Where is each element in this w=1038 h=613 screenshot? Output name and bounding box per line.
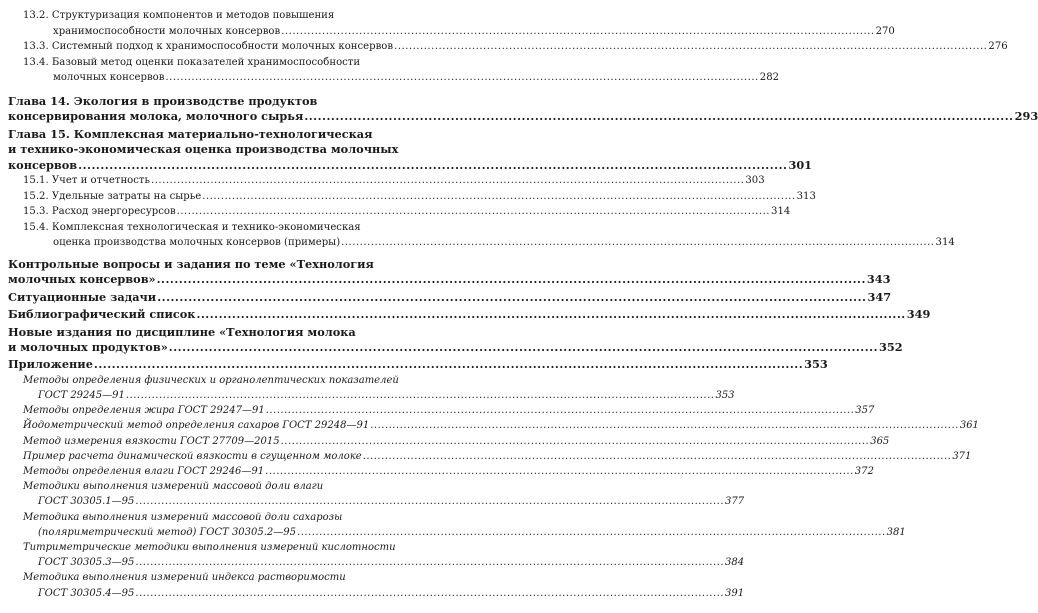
leader-dots (202, 189, 795, 205)
toc-section-entry[interactable] (8, 39, 1008, 55)
entry-title-line: Пример расчета динамической вязкости в сгущенном молоке (23, 450, 362, 462)
leader-dots (281, 24, 874, 40)
entry-title-line: Новые издания по дисциплине «Технология молока (8, 324, 356, 339)
entry-title-line: Приложение (8, 357, 93, 372)
leader-dots (135, 555, 724, 570)
entry-title-line: 15.3. Расход энергоресурсов (23, 206, 176, 218)
table-of-contents (8, 8, 1038, 601)
page-number: 357 (855, 405, 875, 417)
entry-title-line: Методика выполнения измерений массовой доли сахарозы (23, 511, 343, 523)
toc-chapter-entry[interactable] (8, 307, 931, 322)
entry-title-line: ГОСТ 30305.3—95 (38, 557, 135, 569)
entry-title-line: и молочных продуктов» (8, 340, 168, 354)
page-number: 301 (788, 157, 813, 172)
page-number: 377 (725, 496, 745, 508)
entry-title-line: Глава 14. Экология в производстве продуктов (8, 93, 318, 108)
page-number: 391 (725, 587, 745, 599)
page-number: 349 (906, 307, 931, 322)
page-number: 381 (886, 526, 906, 538)
toc-chapter-entry[interactable] (8, 93, 1038, 125)
page-number: 270 (875, 25, 895, 37)
page-number: 353 (804, 357, 828, 372)
entry-title-line: 13.3. Системный подход к хранимоспособности молочных консервов (23, 41, 394, 53)
entry-title-line: ГОСТ 30305.4—95 (38, 587, 135, 599)
page-number: 372 (854, 466, 874, 478)
entry-title-line: ГОСТ 30305.1—95 (38, 496, 135, 508)
page-number: 343 (866, 272, 891, 287)
entry-title-line: Методы определения физических и органолептических показателей (23, 374, 399, 386)
leader-dots (297, 525, 886, 540)
page-number: 365 (870, 435, 890, 447)
entry-title-line: Методы определения влаги ГОСТ 29246—91 (23, 466, 265, 478)
page-number: 353 (715, 390, 735, 402)
toc-chapter-entry[interactable] (8, 126, 813, 173)
entry-title-line: консервирования молока, молочного сырья (8, 109, 304, 124)
page-number: 361 (959, 420, 979, 432)
entry-title-line: Библиографический список (8, 307, 196, 322)
toc-appendix-entry[interactable] (8, 510, 906, 540)
leader-dots (135, 586, 724, 601)
entry-title-line: Метод измерения вязкости ГОСТ 27709—2015 (23, 435, 280, 447)
toc-appendix-entry[interactable] (8, 540, 745, 570)
entry-title-line: молочных консервов» (8, 272, 156, 287)
leader-dots (165, 70, 758, 86)
leader-dots (169, 340, 878, 355)
entry-title-line: Методика выполнения измерений индекса растворимости (23, 572, 346, 584)
page-number: 314 (771, 206, 791, 218)
leader-dots (157, 290, 866, 305)
page-number: 282 (759, 72, 780, 84)
page-number: 303 (745, 175, 765, 186)
leader-dots (135, 494, 724, 509)
toc-chapter-entry[interactable] (8, 289, 892, 305)
leader-dots (126, 388, 715, 403)
entry-title-line: и технико-экономическая оценка производства молочных (8, 142, 399, 157)
entry-title-line: Методы определения жира ГОСТ 29247—91 (23, 405, 265, 417)
toc-section-entry[interactable] (8, 189, 816, 205)
leader-dots (304, 109, 1013, 124)
entry-title-line: (поляриметрический метод) ГОСТ 30305.2—95 (38, 526, 297, 538)
toc-appendix-entry[interactable] (8, 418, 979, 433)
leader-dots (151, 173, 744, 189)
entry-title-line: Ситуационные задачи (8, 289, 157, 304)
toc-appendix-entry[interactable] (8, 479, 745, 509)
leader-dots (157, 272, 866, 287)
entry-title-line: 13.2. Структуризация компонентов и методов повышения (23, 10, 335, 21)
toc-chapter-entry[interactable] (8, 256, 891, 288)
page-number: 347 (867, 289, 892, 304)
entry-title-line: Йодометрический метод определения сахаров ГОСТ 29248—91 (23, 420, 370, 432)
toc-section-entry[interactable] (8, 173, 765, 189)
leader-dots (78, 158, 787, 173)
leader-dots (94, 357, 803, 372)
leader-dots (394, 39, 987, 55)
entry-title-line: 13.4. Базовый метод оценки показателей хранимоспособности (23, 56, 361, 68)
leader-dots (370, 418, 959, 433)
toc-section-entry[interactable] (8, 8, 895, 39)
toc-chapter-entry[interactable] (8, 357, 828, 372)
entry-title-line: хранимоспособности молочных консервов (53, 25, 281, 37)
entry-title-line: 15.4. Комплексная технологическая и технико-экономическая (23, 221, 361, 233)
toc-section-entry[interactable] (8, 204, 791, 220)
leader-dots (196, 307, 905, 322)
page-number: 352 (879, 340, 903, 354)
toc-appendix-entry[interactable] (8, 570, 745, 600)
entry-title-line: Методики выполнения измерений массовой доли влаги (23, 481, 324, 493)
toc-chapter-entry[interactable] (8, 324, 903, 356)
leader-dots (177, 204, 770, 220)
leader-dots (281, 434, 870, 449)
toc-appendix-entry[interactable] (8, 464, 874, 479)
entry-title-line: 15.1. Учет и отчетность (23, 175, 150, 186)
page-number: 293 (1014, 109, 1038, 124)
entry-title-line: Титриметрические методики выполнения измерений кислотности (23, 542, 396, 554)
leader-dots (266, 403, 855, 418)
leader-dots (363, 449, 952, 464)
toc-section-entry[interactable] (8, 220, 955, 251)
page-number: 276 (988, 41, 1008, 53)
page-number: 313 (796, 190, 816, 202)
entry-title-line: Контрольные вопросы и задания по теме «Технология (8, 256, 374, 271)
toc-appendix-entry[interactable] (8, 373, 735, 403)
toc-appendix-entry[interactable] (8, 403, 875, 418)
page-number: 384 (725, 557, 745, 569)
entry-title-line: консервов (8, 157, 78, 172)
toc-appendix-entry[interactable] (8, 434, 890, 449)
leader-dots (265, 464, 854, 479)
leader-dots (341, 235, 934, 251)
page-number: 314 (935, 237, 955, 249)
page-number: 371 (952, 450, 972, 462)
entry-title-line: Глава 15. Комплексная материально-технологическая (8, 126, 373, 141)
toc-appendix-entry[interactable] (8, 449, 972, 464)
entry-title-line: оценка производства молочных консервов (примеры) (53, 237, 341, 249)
entry-title-line: молочных консервов (53, 72, 165, 84)
entry-title-line: 15.2. Удельные затраты на сырье (23, 190, 202, 202)
entry-title-line: ГОСТ 29245—91 (38, 390, 125, 402)
toc-section-entry[interactable] (8, 55, 780, 86)
